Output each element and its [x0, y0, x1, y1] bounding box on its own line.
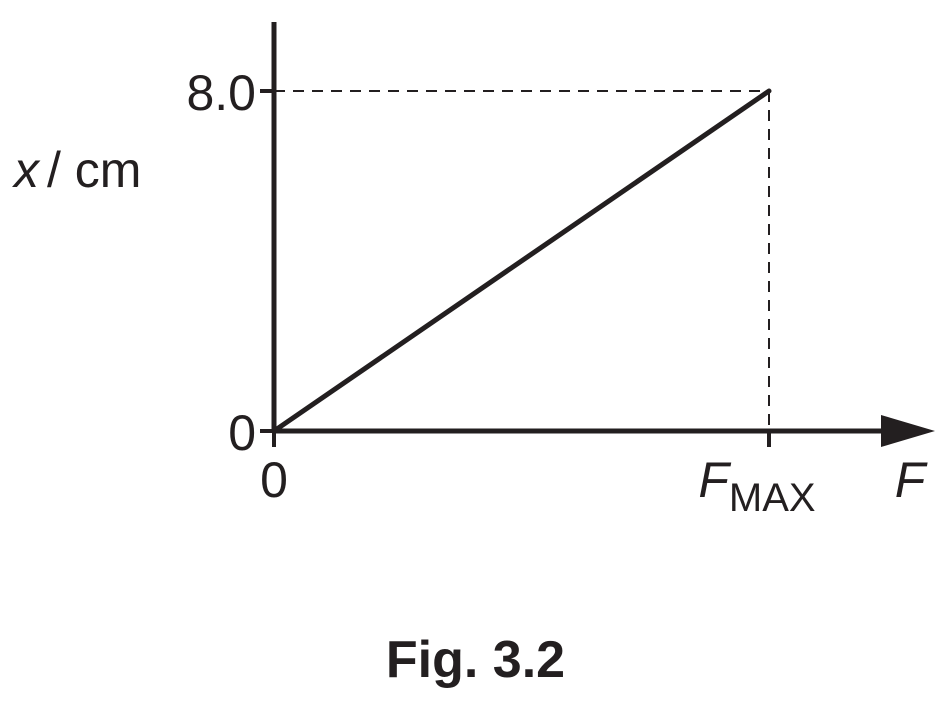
y-axis-variable: x	[14, 142, 39, 198]
series-line-extension	[274, 91, 769, 431]
series-layer	[274, 91, 769, 431]
x-axis-label: F	[894, 452, 926, 508]
y-axis-unit: / cm	[47, 142, 142, 198]
x-axis-arrow	[881, 415, 935, 447]
y-tick-label-8: 8.0	[186, 65, 256, 121]
y-tick-label-0: 0	[228, 405, 256, 461]
fmax-subscript: MAX	[728, 476, 816, 520]
fmax-main: F	[698, 452, 729, 508]
x-tick-label-fmax	[698, 452, 815, 520]
figure-caption: Fig. 3.2	[385, 631, 566, 689]
x-tick-label-0: 0	[260, 452, 288, 508]
y-axis-label	[12, 142, 141, 198]
